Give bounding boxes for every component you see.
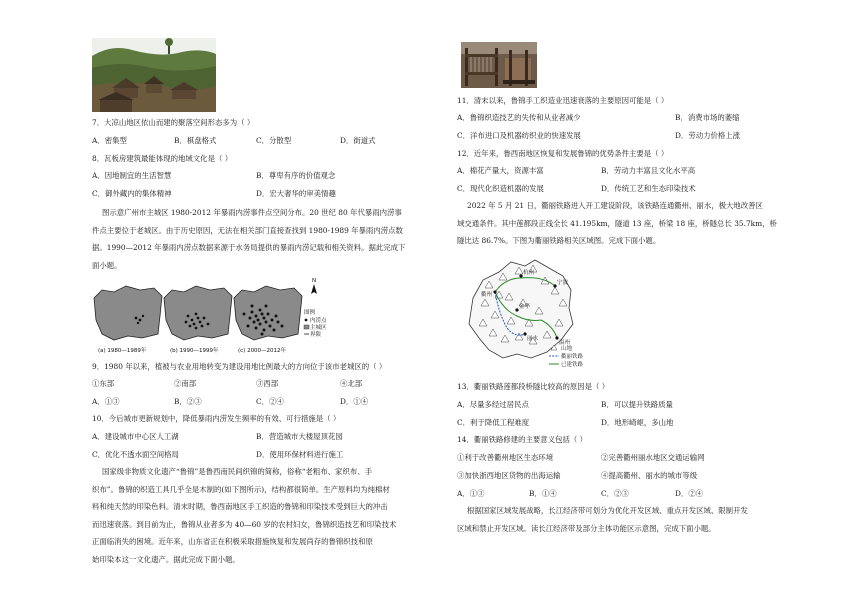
q14-option-b[interactable]: B．①④ xyxy=(529,489,557,498)
lujin-passage-line-5: 正面临消失的困境。近年来，山东省正在积极采取措施恢复和发展尚存的鲁锦织技和原 xyxy=(92,537,373,546)
q11-stem: 11．清末以来，鲁锦手工织造业迅速衰落的主要原因可能是（ ） xyxy=(457,96,669,105)
q9-item-4: ④北部 xyxy=(340,379,363,388)
q11-option-d[interactable]: D．劳动力价格上涨 xyxy=(675,131,741,140)
q12-option-b[interactable]: B．劳动力丰富且文化水平高 xyxy=(601,166,696,175)
q14-option-d[interactable]: D．②④ xyxy=(675,489,704,498)
q9-option-d[interactable]: D．①④ xyxy=(340,397,369,406)
q7-option-b[interactable]: B．棋盘格式 xyxy=(174,136,217,145)
city-ningbo: 宁波 xyxy=(557,280,569,286)
q12-stem: 12．近年来，鲁西南地区恢复和发展鲁锦的优势条件主要是（ ） xyxy=(457,149,669,158)
q12-option-a[interactable]: A．棉花产量大，资源丰富 xyxy=(457,166,544,175)
q10-option-c[interactable]: C．优化不透水面空间格局 xyxy=(92,450,179,459)
q13-stem: 13．衢丽铁路莲都段桥隧比较高的原因是（ ） xyxy=(457,382,610,391)
q14-stem: 14．衢丽铁路修建的主要意义包括（ ） xyxy=(457,435,588,444)
map-a-caption: (a) 1980—1989年 xyxy=(98,348,147,354)
q9-item-1: ①东部 xyxy=(92,379,115,388)
q14-item-4: ④提高衢州、丽水的城市等级 xyxy=(601,471,698,480)
map-legend-existing-railway: 已建铁路 xyxy=(561,362,584,368)
q14-option-c[interactable]: C．②③ xyxy=(601,489,629,498)
q9-option-a[interactable]: A．①③ xyxy=(92,397,120,406)
lujin-passage-line-2: 织布”。鲁锦的织造工具几乎全是木制的(如下图所示)，结构都很简单。生产原料均为纯棉材 xyxy=(92,485,390,494)
q13-option-a[interactable]: A．尽量多经过居民点 xyxy=(457,400,529,409)
q14-item-2: ②完善衢州丽水地区交通运输网 xyxy=(601,453,705,462)
q9-option-c[interactable]: C．②④ xyxy=(256,397,284,406)
railway-region-map xyxy=(459,254,593,370)
q7-option-c[interactable]: C．分散型 xyxy=(256,136,292,145)
q11-option-c[interactable]: C．洋布进口及机器纺织业的快速发展 xyxy=(457,131,581,140)
north-label: N xyxy=(312,278,317,284)
q13-option-c[interactable]: C．利于降低工程难度 xyxy=(457,418,530,427)
q8-option-a[interactable]: A．因地制宜的生活智慧 xyxy=(92,171,172,180)
lujin-passage-line-3: 料和纯天然的印染色料。清末时期，鲁西南地区手工织造的鲁锦和印染技术受到巨大的冲击 xyxy=(92,502,388,511)
q11-option-a[interactable]: A．鲁锦织造技艺的失传和从业者减少 xyxy=(457,113,581,122)
q13-option-d[interactable]: D．地形崎岖，多山地 xyxy=(601,418,674,427)
map-legend-quli-railway: 衢丽铁路 xyxy=(561,354,584,360)
q7-stem: 7．大凉山地区依山而建的聚落空间形态多为（ ） xyxy=(92,118,255,127)
q8-option-d[interactable]: D．宏大奢华的审美情趣 xyxy=(256,189,336,198)
q7-option-a[interactable]: A．密集型 xyxy=(92,136,127,145)
q12-option-d[interactable]: D．传统工艺和生态印染技术 xyxy=(601,184,696,193)
map-b-caption: (b) 1990—1999年 xyxy=(170,348,219,354)
lujin-passage-line-6: 始印染本这一文化遗产。据此完成下面小题。 xyxy=(92,555,240,564)
q8-stem: 8．瓦板房建筑最能体现的地域文化是（ ） xyxy=(92,154,233,163)
guangzhou-passage-line-2: 件点主要位于老城区。由于历史原因，无法在相关部门直接查找到 1980-1989 年暴雨内涝点数 xyxy=(92,226,403,235)
q14-option-a[interactable]: A．①③ xyxy=(457,489,485,498)
railway-passage-line-3: 隧比达 86.7%。下图为衢丽铁路相关区域图。完成下面小题。 xyxy=(457,236,661,245)
guangzhou-passage-line-1: 图示意广州市主城区 1980-2012 年暴雨内涝事件点空间分布。20 世纪 80 年代暴雨内涝事 xyxy=(102,208,402,217)
q9-item-3: ③西部 xyxy=(256,379,279,388)
legend-main-urban-area: 主城区 xyxy=(310,325,327,331)
q9-stem: 9．1980 年以来，植被与农业用地转变为建设用地比例最大的方向位于该市老城区的（ ） xyxy=(92,362,387,371)
q10-stem: 10．今后城市更新规划中，降低暴雨内涝发生频率的有效、可行措施是（ ） xyxy=(92,414,341,423)
loom-photo xyxy=(461,42,537,88)
q13-option-b[interactable]: B．可以提升铁路质量 xyxy=(601,400,673,409)
city-quzhou: 衢州 xyxy=(481,292,493,298)
q14-item-1: ①利于改善衢州地区生态环境 xyxy=(457,453,554,462)
q10-option-a[interactable]: A．建设城市中心区人工湖 xyxy=(92,432,179,441)
city-lishui: 丽水 xyxy=(527,336,539,342)
guangzhou-passage-line-3: 据。1990—2012 年暴雨内涝点数据来源于水务局提供的暴雨内涝记载和相关资料。据此完成下 xyxy=(92,243,406,252)
village-photo xyxy=(92,38,216,112)
q8-option-c[interactable]: C．御外藏内的集体精神 xyxy=(92,189,172,198)
railway-passage-line-2: 域交通条件。其中莲都段正线全长 41.195km，隧道 13 座，桥梁 18 座，桥隧总长 35.7km，桥 xyxy=(457,219,777,228)
maps-legend-title: 图例 xyxy=(304,310,316,316)
q9-option-b[interactable]: B．②③ xyxy=(174,397,202,406)
q14-item-3: ③加快浙西地区货物的出海运输 xyxy=(457,471,561,480)
city-wenzhou: 温州 xyxy=(559,340,571,346)
lujin-passage-line-4: 而迅速衰落。到目前为止，鲁锦从业者多为 40—60 岁的农村妇女，鲁锦织造技艺和印染技术 xyxy=(92,520,397,529)
railway-passage-line-1: 2022 年 5 月 21 日，衢丽铁路进入开工建设阶段，该铁路连通衢州、丽水，极大地改善区 xyxy=(467,201,763,210)
legend-boundary: 界限 xyxy=(310,332,322,338)
city-jinhua: 金华 xyxy=(519,304,531,310)
yangtze-passage-line-1: 根据国家区域发展战略，长江经济带可划分为优化开发区域、重点开发区域、限制开发 xyxy=(467,506,748,515)
map-c-caption: (c) 2000—2012年 xyxy=(238,348,287,354)
q10-option-b[interactable]: B．营造城市大楼屋顶花园 xyxy=(256,432,343,441)
lujin-passage-line-1: 国家级非物质文化遗产“鲁锦”是鲁西南民间织锦的简称，俗称“老粗布、家织布、手 xyxy=(102,467,373,476)
guangzhou-passage-line-4: 面小题。 xyxy=(92,261,122,270)
q12-option-c[interactable]: C．现代化织造机器的发展 xyxy=(457,184,544,193)
legend-waterlogging-point: 内涝点 xyxy=(310,318,327,324)
q11-option-b[interactable]: B．消费市场的萎缩 xyxy=(675,113,740,122)
yangtze-passage-line-2: 区域和禁止开发区域。读长江经济带及部分主体功能区示意图，完成下面小题。 xyxy=(457,524,716,533)
q8-option-b[interactable]: B．尊卑有序的价值观念 xyxy=(256,171,336,180)
waterlogging-maps-figure xyxy=(92,276,332,356)
q7-option-d[interactable]: D．街道式 xyxy=(340,136,376,145)
map-legend-mountain: 山地 xyxy=(561,346,573,352)
q9-item-2: ②南部 xyxy=(174,379,197,388)
q10-option-d[interactable]: D．使用环保材料进行施工 xyxy=(256,450,344,459)
city-hangzhou: 杭州 xyxy=(523,270,535,276)
